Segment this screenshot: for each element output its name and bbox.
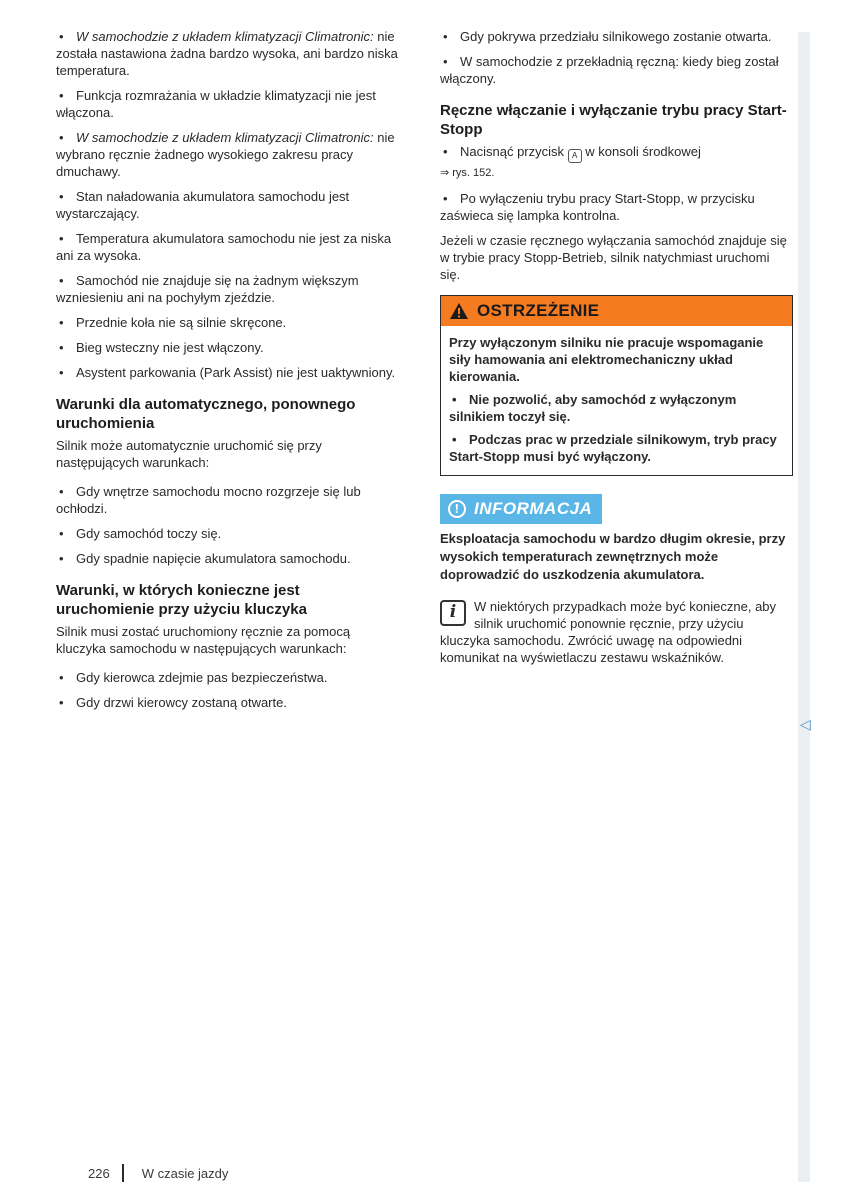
list-item: • Nie pozwolić, aby samochód z wyłączonym silnikiem toczył się. (449, 391, 737, 424)
info-i-icon: i (440, 600, 466, 626)
figure-reference: ⇒ rys. 152. (440, 166, 495, 179)
warning-box (440, 295, 793, 476)
list-item: • Asystent parkowania (Park Assist) nie jest uaktywniony. (59, 365, 396, 380)
list-item: • Funkcja rozmrażania w układzie klimatyzacji nie jest włączona. (56, 88, 376, 120)
list-item: • Gdy spadnie napięcie akumulatora samochodu. (59, 551, 351, 566)
warning-title: OSTRZEŻENIE (477, 300, 600, 320)
left-column (56, 28, 398, 719)
info-notice: Eksploatacja samochodu w bardzo długim okresie, przy wysokich temperaturach zewnętrznych może doprowadzić do uszkodzenia akumulatora. (440, 530, 786, 582)
list-item: • Gdy wnętrze samochodu mocno rozgrzeje się lub ochłodzi. (56, 484, 361, 516)
conditions-list (56, 28, 398, 381)
warning-header (441, 296, 792, 326)
list-item: • Gdy pokrywa przedziału silnikowego zostanie otwarta. (443, 29, 772, 44)
list-item: • W samochodzie z przekładnią ręczną: kiedy bieg został włączony. (440, 54, 779, 86)
info-note-text: W niektórych przypadkach może być konieczne, aby silnik uruchomić ponownie ręcznie, przy użyciu kluczyka samochodu. Zwrócić uwagę na odpowiedni komunikat na wyświetlaczu zestawu wskaźników. (440, 598, 777, 665)
list-item: • Gdy kierowca zdejmie pas bezpieczeństwa. (59, 670, 328, 685)
info-note (440, 598, 793, 666)
section-heading-auto-restart: Warunki dla automatycznego, ponownego uruchomienia (56, 396, 356, 432)
list-item: • Gdy samochód toczy się. (59, 526, 222, 541)
page-footer (88, 1164, 228, 1182)
list-item: • Gdy drzwi kierowcy zostaną otwarte. (59, 695, 287, 710)
right-column (440, 28, 793, 666)
list-item: • Po wyłączeniu trybu pracy Start-Stopp, w przycisku zaświeca się lampka kontrolna. (440, 190, 755, 223)
info-title: INFORMACJA (474, 499, 593, 518)
list-item: • Temperatura akumulatora samochodu nie jest za niska ani za wysoka. (56, 231, 392, 263)
list-item: • Nacisnąć przycisk A w konsoli środkowej ⇒ rys. 152. (440, 144, 701, 179)
warning-intro: Przy wyłączonym silniku nie pracuje wspomaganie siły hamowania ani elektromechaniczny układ kierowania. (449, 334, 764, 384)
warning-triangle-icon (449, 302, 469, 320)
warning-body (441, 326, 792, 475)
page-number: 226 (88, 1165, 110, 1181)
section-title: W czasie jazdy (141, 1165, 229, 1181)
section-heading-manual-start-stop: Ręczne włączanie i wyłączanie trybu pracy Start-Stopp (440, 102, 787, 138)
page-edge-tab (798, 32, 810, 1182)
list-item: • Stan naładowania akumulatora samochodu jest wystarczający. (56, 189, 350, 221)
list-item: • Samochód nie znajduje się na żadnym większym wzniesieniu ani na pochyłym zjeździe. (56, 273, 359, 305)
section-heading-key-start: Warunki, w których konieczne jest uruchomienie przy użyciu kluczyka (56, 582, 307, 618)
exclamation-circle-icon: ! (448, 500, 466, 518)
start-stop-button-icon: A (568, 149, 582, 163)
paragraph: Jeżeli w czasie ręcznego wyłączania samochód znajduje się w trybie pracy Stopp-Betrieb, silnik natychmiast uruchomi się. (440, 232, 787, 282)
list-item: • W samochodzie z układem klimatyzacji Climatronic: nie została nastawiona żadna bardzo wysoka, ani bardzo niska temperatura. (56, 29, 398, 78)
list-item: • W samochodzie z układem klimatyzacji Climatronic: nie wybrano ręcznie żadnego wysokiego zakresu pracy dmuchawy. (56, 130, 395, 179)
footer-divider (122, 1164, 124, 1182)
list-item: • Podczas prac w przedziale silnikowym, tryb pracy Start-Stopp musi być wyłączony. (449, 431, 777, 464)
paragraph: Silnik może automatycznie uruchomić się przy następujących warunkach: (56, 438, 322, 470)
info-header (440, 494, 602, 524)
list-item: • Przednie koła nie są silnie skręcone. (59, 315, 287, 330)
paragraph: Silnik musi zostać uruchomiony ręcznie za pomocą kluczyka samochodu w następujących warunkach: (56, 624, 351, 656)
section-end-arrow-icon: ◁ (800, 716, 811, 732)
list-item: • Bieg wsteczny nie jest włączony. (59, 340, 264, 355)
